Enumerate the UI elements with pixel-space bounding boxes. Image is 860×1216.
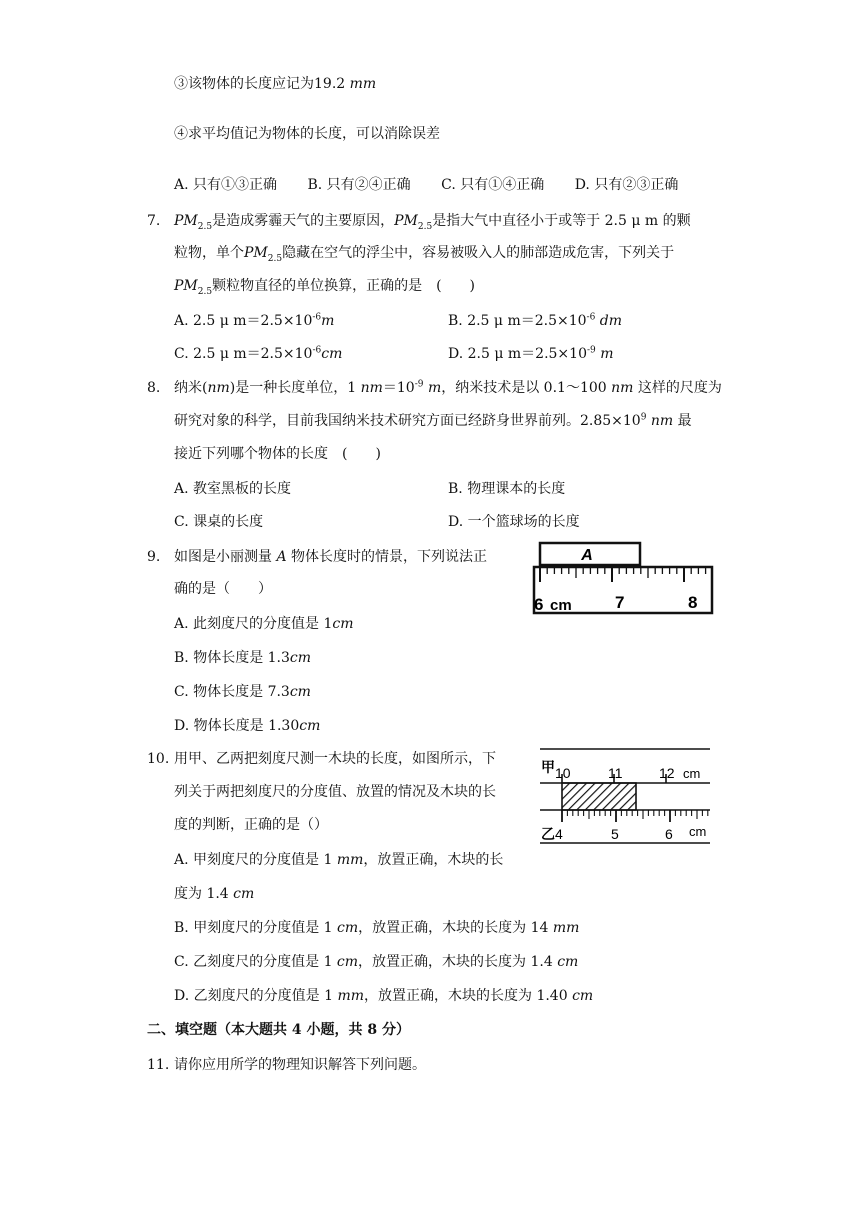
q9-option-a[interactable]: A. 此刻度尺的分度值是 1cm — [174, 616, 354, 632]
q6-option-b[interactable]: B. 只有②④正确 — [307, 177, 411, 193]
q9-line-2: 确的是（ ） — [174, 581, 272, 597]
q8-option-b[interactable]: B. 物理课本的长度 — [448, 481, 566, 497]
section-heading-fill-in: 二、填空题（本大题共 4 小题，共 8 分） — [147, 1022, 410, 1038]
ruler-yi-tick-4: 4 — [555, 826, 563, 842]
ruler-unit: cm — [550, 597, 572, 614]
q10-line-2: 列关于两把刻度尺的分度值、放置的情况及木块的长 — [174, 784, 496, 800]
ruler-yi-tick-6: 6 — [665, 826, 673, 842]
q7-option-b[interactable]: B. 2.5 μ $m=2.5\times 10^{-6}$ dm — [448, 312, 623, 329]
q10-option-b[interactable]: B. 甲刻度尺的分度值是 1 cm，放置正确，木块的长度为 14 mm — [174, 920, 580, 936]
q6-option-c[interactable]: C. 只有①④正确 — [441, 177, 545, 193]
q9-option-b[interactable]: B. 物体长度是 1.3cm — [174, 650, 312, 666]
q7-line-1: $PM_{2.5}$是造成雾霾天气的主要原因，$PM_{2.5}$是指大气中直径小于或等于 2.5 μ m 的颗 — [174, 213, 691, 232]
q7-option-a[interactable]: A. 2.5 μ $m=2.5\times 10^{-6}m$ — [174, 312, 335, 329]
q10-option-a-line-2[interactable]: 度为 1.4 cm — [174, 886, 255, 902]
q6-options — [174, 175, 678, 195]
ruler-jia-tick-11: 11 — [608, 765, 623, 781]
q10-option-a-line-1[interactable]: A. 甲刻度尺的分度值是 1 mm，放置正确，木块的长 — [174, 852, 504, 868]
statement-3: ③该物体的长度应记为19.2 mm — [174, 76, 377, 92]
q7-number: 7. — [147, 213, 161, 229]
ruler-figure-q10 — [538, 746, 714, 844]
q8-option-a[interactable]: A. 教室黑板的长度 — [174, 481, 292, 497]
ruler-yi-ticks — [562, 810, 708, 822]
q9-option-d[interactable]: D. 物体长度是 1.30cm — [174, 718, 321, 734]
q11-number: 11. — [147, 1057, 170, 1073]
tick-label-6: 6 — [534, 595, 544, 614]
q8-number: 8. — [147, 380, 161, 396]
q8-option-d[interactable]: D. 一个篮球场的长度 — [448, 514, 580, 530]
q9-number: 9. — [147, 549, 161, 565]
q7-line-2: 粒物，单个$PM_{2.5}$隐藏在空气的浮尘中，容易被吸入人的肺部造成危害，下列关于 — [174, 245, 675, 264]
q7-option-c[interactable]: C. 2.5 μ $m=2.5\times 10^{-6}cm$ — [174, 345, 343, 362]
q11-text: 请你应用所学的物理知识解答下列问题。 — [174, 1057, 426, 1073]
ruler-jia-name: 甲 — [541, 759, 555, 775]
ruler-jia-tick-12: 12 — [659, 765, 675, 781]
q10-line-3: 度的判断，正确的是（） — [174, 817, 328, 833]
ruler-jia-tick-10: 10 — [555, 765, 571, 781]
q10-option-d[interactable]: D. 乙刻度尺的分度值是 1 mm，放置正确，木块的长度为 1.40 cm — [174, 988, 594, 1004]
q7-option-d[interactable]: D. 2.5 μ $m=2.5\times 10^{-9}$ m — [448, 345, 614, 362]
q7-line-3: $PM_{2.5}$颗粒物直径的单位换算，正确的是 ( ) — [174, 278, 476, 297]
q8-line-3: 接近下列哪个物体的长度 ( ) — [174, 446, 381, 462]
q10-line-1: 用甲、乙两把刻度尺测一木块的长度，如图所示，下 — [174, 751, 496, 767]
ruler-figure-q9 — [530, 540, 716, 618]
q10-option-c[interactable]: C. 乙刻度尺的分度值是 1 cm，放置正确，木块的长度为 1.4 cm — [174, 954, 579, 970]
q6-option-d[interactable]: D. 只有②③正确 — [574, 177, 679, 193]
tick-label-7: 7 — [615, 593, 625, 612]
q8-line-1: 纳米(nm)是一种长度单位，1 $nm=10^{-9}$ m，纳米技术是以 0.1～100 nm 这样的尺度为 — [174, 379, 722, 396]
statement-4: ④求平均值记为物体的长度，可以消除误差 — [174, 126, 440, 142]
ruler-yi-name: 乙 — [541, 826, 555, 842]
object-a-label: A — [581, 547, 593, 564]
q10-number: 10. — [147, 751, 170, 767]
wooden-block — [562, 783, 636, 810]
q9-line-1: 如图是小丽测量 A 物体长度时的情景，下列说法正 — [174, 549, 488, 565]
tick-label-8: 8 — [688, 593, 698, 612]
ruler-yi-unit: cm — [689, 824, 707, 839]
q8-option-c[interactable]: C. 课桌的长度 — [174, 514, 264, 530]
q6-option-a[interactable]: A. 只有①③正确 — [174, 177, 278, 193]
q9-option-c[interactable]: C. 物体长度是 7.3cm — [174, 684, 311, 700]
ruler-jia-unit: cm — [683, 766, 701, 781]
q8-line-2: 研究对象的科学，目前我国纳米技术研究方面已经跻身世界前列。$2.85\times 10^9$ nm 最 — [174, 412, 692, 429]
ruler-yi-tick-5: 5 — [611, 826, 619, 842]
